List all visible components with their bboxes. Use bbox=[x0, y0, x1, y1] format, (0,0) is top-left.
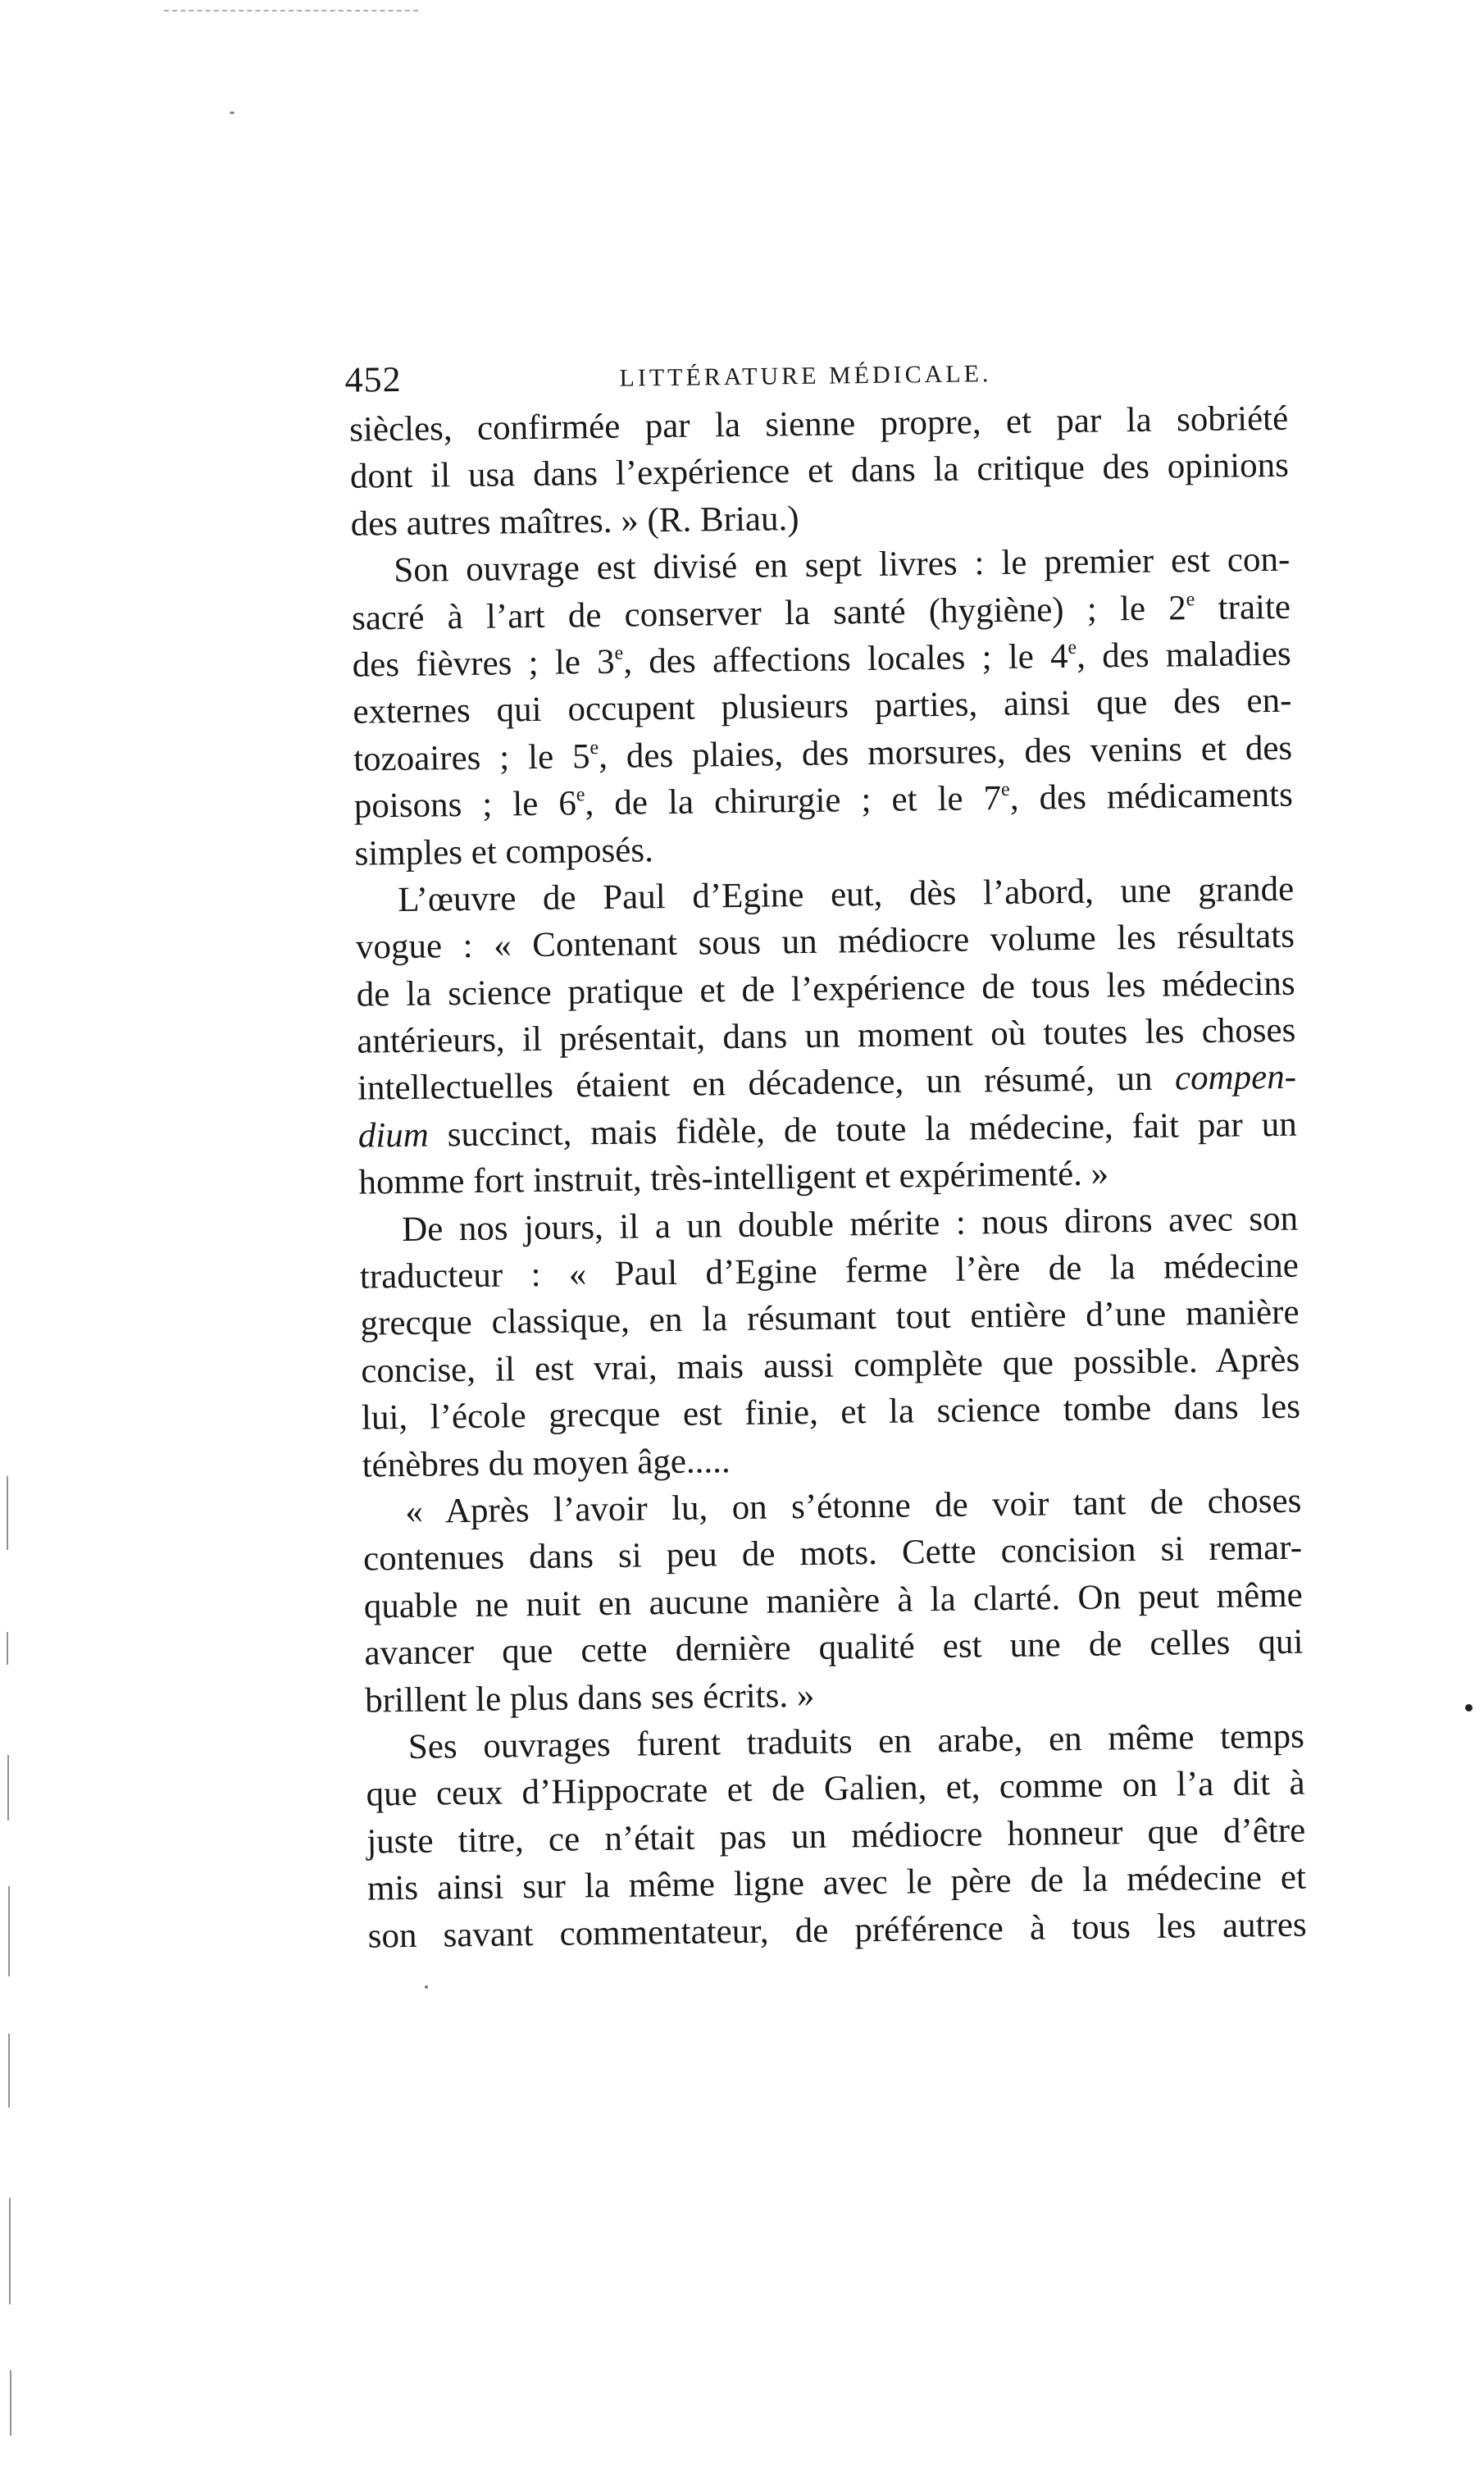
text-line: simples et composés. bbox=[354, 830, 654, 873]
body-text bbox=[349, 395, 1307, 1960]
text-run: succinct, mais fidèle, de toute la médecine, fait par un bbox=[428, 1105, 1297, 1155]
text-run: poisons ; le 6 bbox=[353, 784, 577, 826]
left-margin-scan-mark bbox=[8, 1886, 10, 1976]
page-header bbox=[344, 344, 1280, 405]
page-number: 452 bbox=[344, 358, 402, 400]
left-margin-scan-mark bbox=[7, 1632, 8, 1665]
text-line: avancer que cette dernière qualité est une de celles qui bbox=[364, 1622, 1304, 1673]
paragraph-first-line: « Après l’avoir lu, on s’étonne de voir tant de choses bbox=[405, 1481, 1302, 1531]
text-run: , des médicaments bbox=[1009, 775, 1294, 818]
text-run: traite bbox=[1195, 587, 1291, 627]
text-line: concise, il est vrai, mais aussi complète que possible. Après bbox=[361, 1340, 1300, 1391]
text-line: grecque classique, en la résumant tout entière d’une manière bbox=[360, 1293, 1300, 1344]
paragraph-first-line: L’œuvre de Paul d’Egine eut, dès l’abord, une grande bbox=[397, 869, 1295, 919]
paragraph-first-line: Ses ouvrages furent traduits en arabe, en même temps bbox=[407, 1716, 1305, 1766]
text-line: son savant commentateur, de préférence à tous les autres bbox=[367, 1905, 1307, 1956]
italic-term: compen- bbox=[1174, 1058, 1297, 1098]
left-margin-scan-mark bbox=[9, 2198, 11, 2304]
ink-speck bbox=[230, 112, 234, 114]
left-margin-scan-mark bbox=[8, 2034, 10, 2108]
left-margin-scan-mark bbox=[10, 2370, 11, 2436]
text-line: externes qui occupent plusieurs parties, ainsi que des en- bbox=[353, 681, 1292, 732]
ordinal-superscript: e bbox=[614, 642, 624, 664]
text-line: mis ainsi sur la même ligne avec le père de la médecine et bbox=[366, 1857, 1307, 1908]
text-line: des autres maîtres. » (R. Briau.) bbox=[350, 499, 799, 544]
text-line: dont il usa dans l’expérience et dans la critique des opinions bbox=[349, 446, 1290, 497]
text-line: siècles, confirmée par la sienne propre, et par la sobriété bbox=[348, 399, 1289, 449]
running-head: LITTÉRATURE MÉDICALE. bbox=[619, 360, 992, 392]
text-run: intellectuelles étaient en décadence, un résumé, un bbox=[357, 1059, 1176, 1109]
paragraph-first-line: Son ouvrage est divisé en sept livres : le premier est con- bbox=[394, 540, 1291, 590]
text-line: juste titre, ce n’était pas un médiocre honneur que d’être bbox=[366, 1811, 1306, 1862]
text-line: contenues dans si peu de mots. Cette concision si remar- bbox=[362, 1529, 1303, 1579]
text-line: de la science pratique et de l’expérience de tous les médecins bbox=[356, 964, 1295, 1014]
text-run: des fièvres ; le 3 bbox=[352, 642, 615, 685]
ordinal-superscript: e bbox=[1000, 779, 1010, 801]
text-run: , des plaies, des morsures, des venins et des bbox=[598, 728, 1293, 776]
text-line: ténèbres du moyen âge..... bbox=[362, 1441, 731, 1485]
ink-speck bbox=[1465, 1704, 1473, 1711]
text-run: tozoaires ; le 5 bbox=[353, 736, 590, 779]
left-margin-scan-mark bbox=[7, 1476, 8, 1550]
text-line: traducteur : « Paul d’Egine ferme l’ère de la médecine bbox=[359, 1246, 1300, 1297]
text-run: , des affections locales ; le 4 bbox=[623, 636, 1068, 681]
text-run: , de la chirurgie ; et le 7 bbox=[585, 779, 1002, 823]
text-line: lui, l’école grecque est finie, et la science tombe dans les bbox=[361, 1387, 1301, 1438]
paragraph-first-line: De nos jours, il a un double mérite : nous dirons avec son bbox=[401, 1199, 1299, 1249]
text-line: vogue : « Contenant sous un médiocre volume les résultats bbox=[355, 916, 1295, 967]
text-run: sacré à l’art de conserver la santé (hygiène) ; le 2 bbox=[351, 588, 1187, 638]
ordinal-superscript: e bbox=[590, 736, 599, 759]
text-line: que ceux d’Hippocrate et de Galien, et, comme on l’a dit à bbox=[366, 1763, 1305, 1814]
left-margin-scan-mark bbox=[7, 1755, 9, 1821]
text-line: brillent le plus dans ses écrits. » bbox=[364, 1675, 815, 1721]
ordinal-superscript: e bbox=[1186, 588, 1195, 610]
ordinal-superscript: e bbox=[1067, 636, 1077, 659]
text-run: , des maladies bbox=[1076, 634, 1291, 676]
text-line: quable ne nuit en aucune manière à la clarté. On peut même bbox=[363, 1575, 1303, 1626]
italic-term: dium bbox=[357, 1115, 430, 1155]
text-line: homme fort instruit, très-intelligent et expérimenté. » bbox=[358, 1154, 1109, 1202]
ink-speck bbox=[425, 1985, 428, 1989]
text-line: antérieurs, il présentait, dans un moment où toutes les choses bbox=[357, 1010, 1296, 1061]
ordinal-superscript: e bbox=[576, 784, 585, 806]
